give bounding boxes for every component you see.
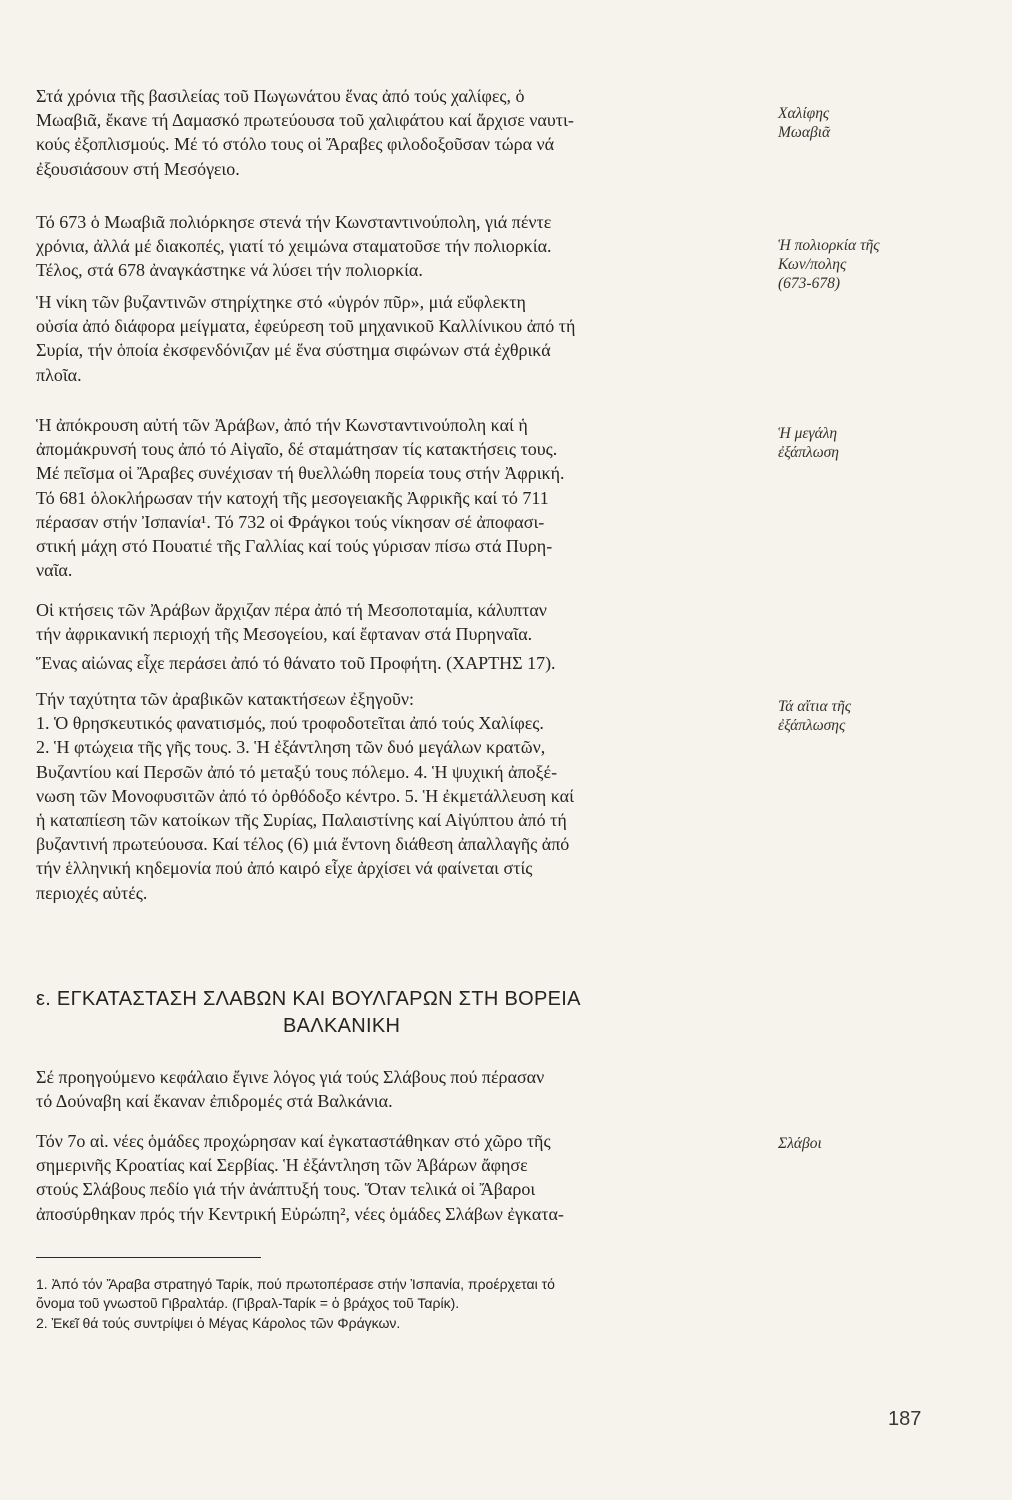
section-heading-line: ε. ΕΓΚΑΤΑΣΤΑΣΗ ΣΛΑΒΩΝ ΚΑΙ ΒΟΥΛΓΑΡΩΝ ΣΤΗ ΒΟΡΕΙΑ xyxy=(36,988,581,1010)
text-line: νωση τῶν Μονοφυσιτῶν ἀπό τό ὀρθόδοξο κέντρο. 5. Ἡ ἐκμετάλλευση καί xyxy=(36,785,574,806)
section-heading-line: ΒΑΛΚΑΝΙΚΗ xyxy=(283,1015,401,1037)
margin-note-line: Ἡ πολιορκία τῆς xyxy=(778,237,880,254)
text-line: Τό 673 ὁ Μωαβιᾶ πολιόρκησε στενά τήν Κωνσταντινούπολη, γιά πέντε xyxy=(36,212,552,232)
footnote-line: ὄνομα τοῦ γνωστοῦ Γιβραλτάρ. (Γιβραλ-Ταρίκ = ὁ βράχος τοῦ Ταρίκ). xyxy=(36,1295,460,1311)
margin-note-line: Τά αἴτια τῆς xyxy=(778,698,852,715)
text-line: οὐσία ἀπό διάφορα μείγματα, ἐφεύρεση τοῦ μηχανικοῦ Καλλίνικου ἀπό τή xyxy=(36,316,576,337)
text-line: ναῖα. xyxy=(36,560,73,581)
margin-note-line: Μωαβιᾶ xyxy=(778,124,831,141)
text-line: Τόν 7ο αἰ. νέες ὁμάδες προχώρησαν καί ἐγκαταστάθηκαν στό χῶρο τῆς xyxy=(36,1131,551,1151)
margin-note-line: ἐξάπλωση xyxy=(778,444,839,461)
margin-note-line: Σλάβοι xyxy=(778,1135,822,1152)
margin-note-line: (673-678) xyxy=(778,275,840,292)
text-line: Οἱ κτήσεις τῶν Ἀράβων ἄρχιζαν πέρα ἀπό τή Μεσοποταμία, κάλυπταν xyxy=(36,600,547,620)
text-line: ἀπομάκρυνσή τους ἀπό τό Αἰγαῖο, δέ σταμάτησαν τίς κατακτήσεις τους. xyxy=(36,439,558,460)
text-line: τήν ἀφρικανική περιοχή τῆς Μεσογείου, καί ἔφταναν στά Πυρηναῖα. xyxy=(36,624,533,645)
text-line: ἐξουσιάσουν στή Μεσόγειο. xyxy=(36,158,240,179)
margin-note-slavs xyxy=(778,1134,928,1153)
margin-note-line: ἐξάπλωσης xyxy=(778,717,846,734)
text-line: στούς Σλάβους πεδίο γιά τήν ἀνάπτυξή τους. Ὅταν τελικά οἱ Ἄβαροι xyxy=(36,1179,536,1200)
text-line: τό Δούναβη καί ἔκαναν ἐπιδρομές στά Βαλκάνια. xyxy=(36,1091,393,1112)
text-line: περιοχές αὐτές. xyxy=(36,882,148,903)
text-line: Τό 681 ὁλοκλήρωσαν τήν κατοχή τῆς μεσογειακῆς Ἀφρικῆς καί τό 711 xyxy=(36,487,549,508)
margin-note-siege xyxy=(778,236,928,293)
text-line: 1. Ὁ θρησκευτικός φανατισμός, πού τροφοδοτεῖται ἀπό τούς Χαλίφες. xyxy=(36,713,544,734)
text-line: Συρία, τήν ὁποία ἐκσφενδόνιζαν μέ ἕνα σύστημα σιφώνων στά ἐχθρικά xyxy=(36,340,551,361)
footnote-1 xyxy=(36,1275,766,1313)
text-line: Ἡ νίκη τῶν βυζαντινῶν στηρίχτηκε στό «ὑγρόν πῦρ», μιά εὔφλεκτη xyxy=(36,292,526,312)
footnote-line: 2. Ἐκεῖ θά τούς συντρίψει ὁ Μέγας Κάρολος τῶν Φράγκων. xyxy=(36,1315,401,1331)
margin-note-line: Ἡ μεγάλη xyxy=(778,425,838,442)
page-number: 187 xyxy=(888,1408,922,1430)
text-line: κούς ἐξοπλισμούς. Μέ τό στόλο τους οἱ Ἄραβες φιλοδοξοῦσαν τώρα νά xyxy=(36,134,555,155)
text-line: Μέ πεῖσμα οἱ Ἄραβες συνέχισαν τή θυελλώθη πορεία τους στήν Ἀφρική. xyxy=(36,463,565,484)
margin-note-line: Κων/πολης xyxy=(778,256,847,273)
text-line: πέρασαν στήν Ἰσπανία¹. Τό 732 οἱ Φράγκοι τούς νίκησαν σέ ἀποφασι- xyxy=(36,511,545,532)
text-line: Ἡ ἀπόκρουση αὐτή τῶν Ἀράβων, ἀπό τήν Κωνσταντινούπολη καί ἡ xyxy=(36,415,528,435)
margin-note-caliph xyxy=(778,104,928,142)
text-line: βυζαντινή πρωτεύουσα. Καί τέλος (6) μιά ἔντονη διάθεση ἀπαλλαγῆς ἀπό xyxy=(36,834,570,855)
text-line: πλοῖα. xyxy=(36,364,82,385)
text-line: Τέλος, στά 678 ἀναγκάστηκε νά λύσει τήν πολιορκία. xyxy=(36,260,423,281)
footnote-separator xyxy=(36,1257,261,1258)
paragraph-arab-possessions xyxy=(36,598,756,646)
text-line: στική μάχη στό Πουατιέ τῆς Γαλλίας καί τούς γύρισαν πίσω στά Πυρη- xyxy=(36,536,553,557)
paragraph-century xyxy=(36,651,756,675)
section-heading xyxy=(36,986,756,1040)
paragraph-siege xyxy=(36,210,756,283)
paragraph-slavs-settlement xyxy=(36,1129,756,1226)
paragraph-expansion xyxy=(36,413,756,582)
text-line: χρόνια, ἀλλά μέ διακοπές, γιατί τό χειμώνα σταματοῦσε τήν πολιορκία. xyxy=(36,236,552,257)
paragraph-caliph-muawiya xyxy=(36,84,756,181)
text-line: 2. Ἡ φτώχεια τῆς γῆς τους. 3. Ἡ ἐξάντληση τῶν δυό μεγάλων κρατῶν, xyxy=(36,737,546,758)
paragraph-slavs-intro xyxy=(36,1065,756,1113)
text-line: ἀποσύρθηκαν πρός τήν Κεντρική Εὐρώπη², νέες ὁμάδες Σλάβων ἐγκατα- xyxy=(36,1203,564,1224)
margin-note-line: Χαλίφης xyxy=(778,105,830,122)
footnote-2 xyxy=(36,1314,766,1333)
margin-note-expansion xyxy=(778,424,928,462)
text-line: σημερινῆς Κροατίας καί Σερβίας. Ἡ ἐξάντληση τῶν Ἀβάρων ἄφησε xyxy=(36,1155,528,1176)
text-line: Ἕνας αἰώνας εἶχε περάσει ἀπό τό θάνατο τοῦ Προφήτη. (ΧΑΡΤΗΣ 17). xyxy=(36,653,556,673)
text-line: Τήν ταχύτητα τῶν ἀραβικῶν κατακτήσεων ἐξηγοῦν: xyxy=(36,689,415,709)
paragraph-causes xyxy=(36,687,756,905)
text-line: Μωαβιᾶ, ἔκανε τή Δαμασκό πρωτεύουσα τοῦ χαλιφάτου καί ἄρχισε ναυτι- xyxy=(36,110,574,131)
text-line: Στά χρόνια τῆς βασιλείας τοῦ Πωγωνάτου ἕνας ἀπό τούς χαλίφες, ὁ xyxy=(36,86,525,106)
paragraph-greek-fire xyxy=(36,290,756,387)
text-line: Σέ προηγούμενο κεφάλαιο ἔγινε λόγος γιά τούς Σλάβους πού πέρασαν xyxy=(36,1067,545,1087)
margin-note-causes xyxy=(778,697,928,735)
text-line: Βυζαντίου καί Περσῶν ἀπό τό μεταξύ τους πόλεμο. 4. Ἡ ψυχική ἀποξέ- xyxy=(36,761,558,782)
text-line: ἡ καταπίεση τῶν κατοίκων τῆς Συρίας, Παλαιστίνης καί Αἰγύπτου ἀπό τή xyxy=(36,810,567,831)
footnote-line: 1. Ἀπό τόν Ἄραβα στρατηγό Ταρίκ, πού πρωτοπέρασε στήν Ἰσπανία, προέρχεται τό xyxy=(36,1276,555,1292)
text-line: τήν ἑλληνική κηδεμονία πού ἀπό καιρό εἶχε ἀρχίσει νά φαίνεται στίς xyxy=(36,858,533,879)
